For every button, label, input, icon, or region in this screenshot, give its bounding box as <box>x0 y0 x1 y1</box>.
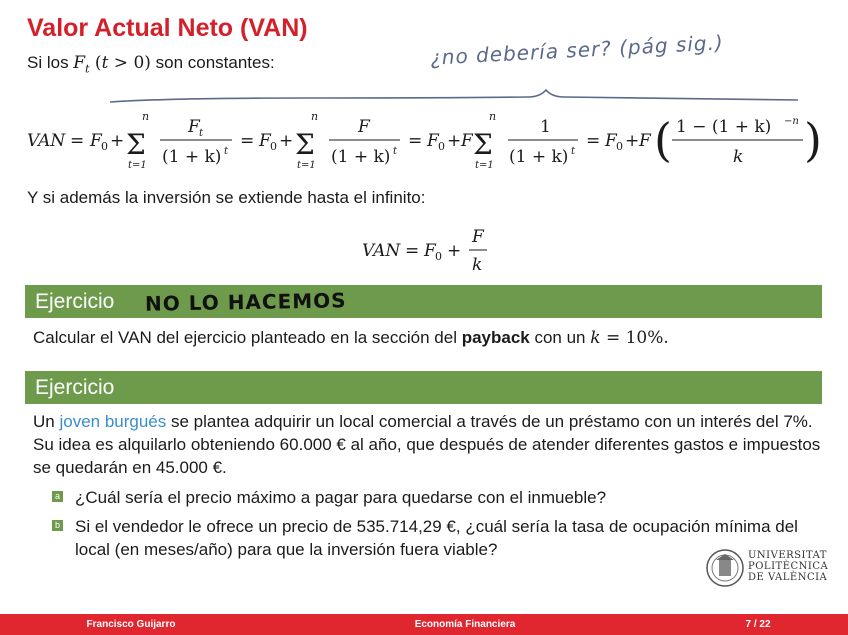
f1-sum3-top: n <box>489 110 497 123</box>
f1-f0b-sub: 0 <box>270 140 277 153</box>
exercise2-body <box>33 410 823 479</box>
question-text-b: Si el vendedor le ofrece un precio de 535.714,29 €, ¿cuál sería la tasa de ocupación mínima del local (en meses/año) para que la inversión fuera viable? <box>75 517 798 559</box>
slide-title: Valor Actual Neto (VAN) <box>27 14 308 42</box>
footer-course: Economía Financiera <box>414 619 516 630</box>
f1-sum1-sign: Σ <box>126 128 146 161</box>
exercise1-text-before: Calcular el VAN del ejercicio planteado en la sección del <box>33 328 462 347</box>
f1-den1-exp: t <box>224 146 229 157</box>
f1-f0d-sub: 0 <box>616 140 623 153</box>
question-text-a: ¿Cuál sería el precio máximo a pagar para quedarse con el inmueble? <box>75 488 607 507</box>
logo-line3: DE VALÈNCIA <box>748 572 828 583</box>
f1-f0: F <box>90 131 102 151</box>
footer-author: Francisco Guijarro <box>86 619 176 630</box>
intro-sub: t <box>85 62 90 76</box>
f1-num3: 1 <box>540 117 551 137</box>
f1-sum3-bottom: t=1 <box>475 160 494 171</box>
f1-num1-sub: t <box>199 128 204 139</box>
logo-line1: UNIVERSITAT <box>748 550 827 561</box>
handwritten-brace <box>108 88 808 106</box>
question-marker-b: b <box>52 520 63 531</box>
intro-text <box>27 53 275 75</box>
f1-sum2-top: n <box>311 110 319 123</box>
f1-num1: F <box>188 117 200 137</box>
exercise2-line-rest: se plantea adquirir un local comercial a través de un préstamo con un interés del 7%. Su idea es alquilarlo obteniendo 60.000 € al año, que después de atender diferentes gastos e impuestos se quedarán en 45.000 €. <box>33 412 821 477</box>
handwritten-note: ¿no debería ser? (pág sig.) <box>429 30 725 70</box>
f2-num: F <box>472 227 484 247</box>
f1-f0b: F <box>259 131 271 151</box>
logo-line2: POLITÈCNICA <box>748 561 829 572</box>
exercise1-text-end: = 10%. <box>600 328 669 348</box>
f1-f0d: F <box>605 131 617 151</box>
university-logo-text <box>748 550 828 583</box>
f1-last-num: 1 − (1 + k) <box>676 117 772 137</box>
f1-den3-exp: t <box>571 146 576 157</box>
intro-cond-open: ( <box>89 53 102 73</box>
f1-sum2-sign: Σ <box>295 128 315 161</box>
f1-den2: (1 + k) <box>331 147 391 167</box>
exercise1-text-mid: con un <box>529 328 591 347</box>
f1-eq3: = <box>408 131 423 151</box>
f2-van: VAN <box>362 241 401 261</box>
f2-den: k <box>472 255 483 275</box>
f1-last-den: k <box>733 147 744 167</box>
f1-den2-exp: t <box>393 146 398 157</box>
intro-var: F <box>73 53 86 73</box>
intro-prefix: Si los <box>27 53 74 72</box>
f1-plus1: + <box>110 131 125 151</box>
f1-paren-open: ( <box>654 113 672 167</box>
exercise1-title: Ejercicio <box>35 290 115 313</box>
f1-eq1: = <box>70 131 85 151</box>
f1-sum2-bottom: t=1 <box>297 160 316 171</box>
exercise1-text-var: k <box>590 328 601 348</box>
f1-sum1-top: n <box>142 110 150 123</box>
f1-plus3: + <box>447 131 462 151</box>
f1-paren-close: ) <box>804 113 822 167</box>
f1-sum3-sign: Σ <box>473 128 493 161</box>
f1-van: VAN <box>27 131 66 151</box>
exercise2-line-start: Un <box>33 412 60 431</box>
exercise2-highlight: joven burgués <box>59 412 167 431</box>
exercise2-header <box>25 371 822 404</box>
f1-f0c-sub: 0 <box>438 140 445 153</box>
f1-plus2: + <box>279 131 294 151</box>
question-item-b <box>52 515 812 561</box>
intro-cond-var: t <box>101 53 109 73</box>
university-seal-icon <box>705 548 745 588</box>
f1-eq4: = <box>586 131 601 151</box>
footer-page-number: 7 / 22 <box>745 619 771 630</box>
f1-den1: (1 + k) <box>162 147 222 167</box>
f1-f2: F <box>639 131 651 151</box>
f1-f0c: F <box>427 131 439 151</box>
infinity-text: Y si además la inversión se extiende hasta el infinito: <box>27 188 426 207</box>
f1-plus4: + <box>625 131 640 151</box>
footer-bar <box>0 614 848 635</box>
f2-plus: + <box>447 241 462 261</box>
intro-suffix: son constantes: <box>150 53 275 72</box>
van-formula-constant <box>0 108 848 180</box>
f2-f0: F <box>424 241 436 261</box>
f1-f1: F <box>461 131 473 151</box>
f1-f0-sub: 0 <box>101 140 108 153</box>
exercise1-handwritten: NO LO HACEMOS <box>144 288 347 316</box>
van-formula-infinite <box>0 222 848 278</box>
f1-den3: (1 + k) <box>509 147 569 167</box>
exercise1-body <box>33 326 823 350</box>
f1-sum1-bottom: t=1 <box>128 160 147 171</box>
f1-last-exp: −n <box>784 116 799 127</box>
f1-eq2: = <box>240 131 255 151</box>
f2-eq: = <box>405 241 420 261</box>
f1-num2: F <box>358 117 370 137</box>
question-item-a <box>52 486 812 509</box>
exercise2-title: Ejercicio <box>35 376 115 399</box>
intro-cond-rest: > 0) <box>108 53 151 73</box>
question-marker-a: a <box>52 491 63 502</box>
f2-f0-sub: 0 <box>435 250 442 263</box>
exercise1-text-bold: payback <box>461 328 530 347</box>
